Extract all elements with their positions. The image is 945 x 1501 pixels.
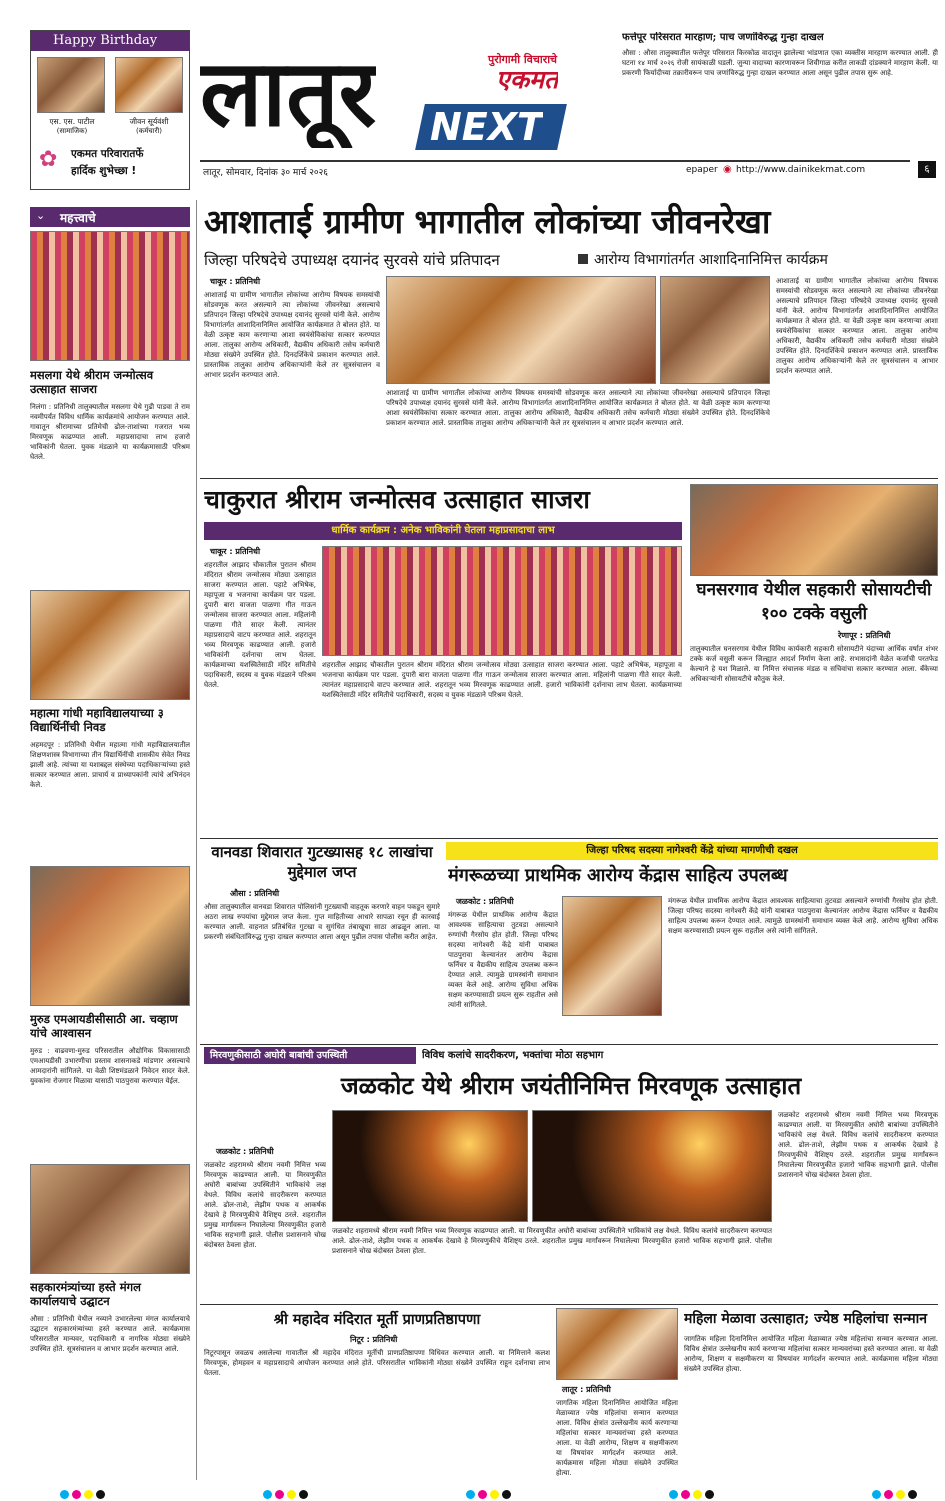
chevron-down-icon: ⌄ (36, 209, 46, 222)
mangrul-headline: मंगरूळच्या प्राथमिक आरोग्य केंद्रास साहित्य उपलब्ध (448, 865, 788, 886)
ghansargaon-body: तालुक्यातील घनसरगाव येथील विविध कार्यकारी सहकारी सोसायटीने यंदाच्या आर्थिक वर्षात शंभर टक्के कर्ज वसुली करून जिल्ह्यात आदर्श निर्माण केला आहे. सभासदांनी वेळेत कर्जाची परतफेड केल्याने हे यश मिळाले. या निमित्त संचालक मंडळ व सचिवांचा सत्कार करण्यात आला. बँकेच्या अधिकाऱ्यांनी सोसायटीचे कौतुक केले. (690, 645, 938, 683)
chakur-body-col2: शहरातील आझाद चौकातील पुरातन श्रीराम मंदिरात श्रीराम जन्मोत्सव मोठ्या उत्साहात साजरा करण्यात आला. पहाटे अभिषेक, महापूजा व भजनाचा कार्यक्रम पार पडला. दुपारी बारा वाजता पाळणा गीत गाऊन जन्मोत्सव साजरा करण्यात आला. महिलांनी पाळणा गीते सादर केली. त्यानंतर महाप्रसादाचे वाटप करण्यात आले. शहरातून भव्य मिरवणूक काढण्यात आली. हजारो भाविकांनी दर्शनाचा लाभ घेतला. कार्यक्रमाच्या यशस्वितेसाठी मंदिर समितीचे पदाधिकारी, सदस्य व युवक मंडळाने परिश्रम घेतले. (322, 661, 682, 699)
jalkot-strap1: मिरवणुकीसाठी अघोरी बाबांची उपस्थिती (204, 1047, 416, 1064)
mangrul-body-col1: मंगरूळ येथील प्राथमिक आरोग्य केंद्रात आवश्यक साहित्याचा तुटवडा असल्याने रुग्णांची गैरसोय होत होती. जिल्हा परिषद सदस्या नागेश्वरी केंद्रे यांनी याबाबत पाठपुरावा केल्यानंतर आरोग्य केंद्रास फर्निचर व वैद्यकीय साहित्य उपलब्ध करून देण्यात आले. त्यामुळे ग्रामस्थांनी समाधान व्यक्त केले आहे. आरोग्य सुविधा अधिक सक्षम करण्यासाठी प्रयत्न सुरू राहतील असे त्यांनी सांगितले. (448, 911, 558, 1009)
epaper-url[interactable]: http://www.dainikekmat.com (736, 165, 866, 175)
jalkot-strap2: विविध कलांचे सादरीकरण, भक्तांचा मोठा सहभाग (422, 1050, 604, 1061)
registration-mark (263, 1484, 311, 1496)
jalkot-byline: जळकोट : प्रतिनिधी (216, 1147, 274, 1156)
lead-byline: चाकूर : प्रतिनिधी (210, 277, 261, 286)
sidebar-header (30, 207, 190, 227)
mahadev-byline: निटूर : प्रतिनिधी (350, 1335, 398, 1344)
registration-mark (466, 1484, 514, 1496)
jalkot-body-col3: जळकोट शहरामध्ये श्रीराम नवमी निमित्त भव्य मिरवणूक काढण्यात आली. या मिरवणुकीत अघोरी बाबांच्या उपस्थितीने भाविकांचे लक्ष वेधले. विविध कलांचे सादरीकरण करण्यात आले. ढोल-ताशे, लेझीम पथक व आकर्षक देखावे हे मिरवणुकीचे वैशिष्ट्य ठरले. शहरातील प्रमुख मार्गांवरून निघालेल्या मिरवणुकीत हजारो भाविक सहभागी झाले. पोलीस प्रशासनाने चोख बंदोबस्त ठेवला होता. (778, 1111, 938, 1179)
ghansargaon-headline: घनसरगाव येथील सहकारी सोसायटीची १०० टक्के वसुली (696, 580, 932, 624)
person1-photo (37, 57, 105, 113)
brand-tagline: पुरोगामी विचाराचे (488, 53, 558, 66)
page-number: ६ (918, 161, 936, 178)
birthday-box (30, 30, 190, 190)
divider-4 (200, 1304, 938, 1305)
mahadev-body: निटूरपासून जवळच असलेल्या गावातील श्री महादेव मंदिरात मूर्तीची प्राणप्रतिष्ठापणा विधिवत करण्यात आली. या निमित्ताने कलश मिरवणूक, होमहवन व महाप्रसादाचे आयोजन करण्यात आले होते. परिसरातील भाविकांनी मोठ्या संख्येने उपस्थित राहून दर्शनाचा लाभ घेतला. (204, 1349, 550, 1377)
gutkha-body: औसा तालुक्यातील वानवडा शिवारात पोलिसांनी गुटख्याची वाहतूक करणारे वाहन पकडून सुमारे अठरा लाख रुपयांचा मुद्देमाल जप्त केला. गुप्त माहितीच्या आधारे सापळा रचून ही कारवाई करण्यात आली. वाहनात प्रतिबंधित गुटखा व सुगंधित तंबाखूचा साठा आढळून आला. या प्रकरणी संबंधितांविरुद्ध गुन्हा दाखल करण्यात आला असून पुढील तपास पोलीस करीत आहेत. (204, 903, 440, 941)
lead-photo-2 (660, 276, 770, 384)
sidebar-story1-headline: मसलगा येथे श्रीराम जन्मोत्सव उत्साहात साजरा (30, 368, 154, 396)
sidebar-story4-body: औसा : प्रतिनिधी येथील नव्याने उभारलेल्या मंगल कार्यालयाचे उद्घाटन सहकारमंत्र्यांच्या हस्ते करण्यात आले. कार्यक्रमास परिसरातील मान्यवर, पदाधिकारी व नागरिक मोठ्या संख्येने उपस्थित होते. सूत्रसंचालन व आभार प्रदर्शन करण्यात आले. (30, 1315, 190, 1353)
sidebar-photo-2 (30, 590, 190, 700)
square-bullet-icon (578, 254, 588, 264)
person1-name: एस. एस. पाटील (49, 117, 95, 126)
registration-mark (60, 1484, 108, 1496)
mahila-byline: लातूर : प्रतिनिधी (562, 1385, 611, 1394)
flower-icon: ✿ (39, 147, 58, 172)
chakur-photo (322, 546, 682, 656)
birthday-title: Happy Birthday (31, 31, 189, 51)
sidebar-story3-body: मुरुड : वाढवणा-मुरुड परिसरातील औद्योगिक विकासासाठी एमआयडीसी उभारणीचा प्रस्ताव शासनाकडे मांडणार असल्याचे आमदारांनी सांगितले. या वेळी शिष्टमंडळाने निवेदन सादर केले. युवकांना रोजगार मिळावा यासाठी पाठपुरावा करण्यात येईल. (30, 1047, 190, 1085)
mahila-headline: महिला मेळावा उत्साहात; ज्येष्ठ महिलांचा सन्मान (684, 1311, 928, 1327)
jalkot-body-col2: जळकोट शहरामध्ये श्रीराम नवमी निमित्त भव्य मिरवणूक काढण्यात आली. या मिरवणुकीत अघोरी बाबांच्या उपस्थितीने भाविकांचे लक्ष वेधले. विविध कलांचे सादरीकरण करण्यात आले. ढोल-ताशे, लेझीम पथक व आकर्षक देखावे हे मिरवणुकीचे वैशिष्ट्य ठरले. शहरातील प्रमुख मार्गांवरून निघालेल्या मिरवणुकीत हजारो भाविक सहभागी झाले. पोलीस प्रशासनाने चोख बंदोबस्त ठेवला होता. (332, 1227, 772, 1255)
sidebar-story4-headline: सहकारमंत्र्यांच्या हस्ते मंगल कार्यालयाचे उद्घाटन (30, 1280, 141, 1308)
brand-logo: एकमत (496, 65, 559, 94)
top-right-body: औसा : औसा तालुक्यातील फत्तेपूर परिसरात किरकोळ वादातून झालेल्या भांडणात एका व्यक्तीस मारहाण करण्यात आली. ही घटना १४ मार्च २०२६ रोजी सायंकाळी घडली. जुन्या वादाच्या कारणावरून शिवीगाळ करीत लाकडी दांडक्याने मारहाण केली. या प्रकरणी फिर्यादीच्या तक्रारीवरून पाच जणांविरुद्ध गुन्हा दाखल करण्यात आला असून पुढील तपास सुरू आहे. (622, 49, 938, 77)
sidebar-photo-1 (30, 231, 190, 361)
ghansargaon-byline: रेणापूर : प्रतिनिधी (838, 631, 891, 640)
mahadev-headline: श्री महादेव मंदिरात मूर्ती प्राणप्रतिष्ठापणा (273, 1311, 481, 1328)
greeting-line2: हार्दिक शुभेच्छा ! (71, 165, 137, 177)
lead-headline: आशाताई ग्रामीण भागातील लोकांच्या जीवनरेखा (204, 202, 771, 241)
divider-1 (200, 478, 938, 479)
globe-icon: ◉ (723, 164, 732, 175)
mangrul-photo (562, 896, 662, 1016)
chakur-headline: चाकुरात श्रीराम जन्मोत्सव उत्साहात साजरा (204, 485, 590, 514)
lead-body-col3: आशाताई या ग्रामीण भागातील लोकांच्या आरोग्य विषयक समस्यांची सोडवणूक करत असल्याने त्या लोकांच्या जीवनरेखा असल्याचे प्रतिपादन जिल्हा परिषदेचे उपाध्यक्ष दयानंद सुरवसे यांनी केले. आरोग्य विभागांतर्गत आशादिनानिमित्त आयोजित कार्यक्रमात ते बोलत होते. या वेळी उत्कृष्ट काम करणाऱ्या आशा स्वयंसेविकांचा सत्कार करण्यात आला. तालुका आरोग्य अधिकारी, वैद्यकीय अधिकारी तसेच कर्मचारी मोठ्या संख्येने उपस्थित होते. दिनदर्शिकेचे प्रकाशन करण्यात आले. प्रास्ताविक तालुका आरोग्य अधिकाऱ्यांनी केले तर सूत्रसंचालन व आभार प्रदर्शन करण्यात आले. (776, 277, 938, 375)
lead-body-col2: आशाताई या ग्रामीण भागातील लोकांच्या आरोग्य विषयक समस्यांची सोडवणूक करत असल्याने त्या लोकांच्या जीवनरेखा असल्याचे प्रतिपादन जिल्हा परिषदेचे उपाध्यक्ष दयानंद सुरवसे यांनी केले. आरोग्य विभागांतर्गत आशादिनानिमित्त आयोजित कार्यक्रमात ते बोलत होते. या वेळी उत्कृष्ट काम करणाऱ्या आशा स्वयंसेविकांचा सत्कार करण्यात आला. तालुका आरोग्य अधिकारी, वैद्यकीय अधिकारी तसेच कर्मचारी मोठ्या संख्येने उपस्थित होते. दिनदर्शिकेचे प्रकाशन करण्यात आले. प्रास्ताविक तालुका आरोग्य अधिकाऱ्यांनी केले तर सूत्रसंचालन व आभार प्रदर्शन करण्यात आले. (386, 389, 770, 427)
gutkha-headline: वानवडा शिवारात गुटख्यासह १८ लाखांचा मुद्देमाल जप्त (211, 843, 433, 881)
person2-role: (कर्मचारी) (136, 127, 162, 135)
sidebar-title: महत्त्वाचे (60, 211, 96, 225)
jalkot-body-col1: जळकोट शहरामध्ये श्रीराम नवमी निमित्त भव्य मिरवणूक काढण्यात आली. या मिरवणुकीत अघोरी बाबांच्या उपस्थितीने भाविकांचे लक्ष वेधले. विविध कलांचे सादरीकरण करण्यात आले. ढोल-ताशे, लेझीम पथक व आकर्षक देखावे हे मिरवणुकीचे वैशिष्ट्य ठरले. शहरातील प्रमुख मार्गांवरून निघालेल्या मिरवणुकीत हजारो भाविक सहभागी झाले. पोलीस प्रशासनाने चोख बंदोबस्त ठेवला होता. (204, 1161, 326, 1249)
person2-photo (115, 57, 183, 113)
chakur-body-col1: शहरातील आझाद चौकातील पुरातन श्रीराम मंदिरात श्रीराम जन्मोत्सव मोठ्या उत्साहात साजरा करण्यात आला. पहाटे अभिषेक, महापूजा व भजनाचा कार्यक्रम पार पडला. दुपारी बारा वाजता पाळणा गीत गाऊन जन्मोत्सव साजरा करण्यात आला. महिलांनी पाळणा गीते सादर केली. त्यानंतर महाप्रसादाचे वाटप करण्यात आले. शहरातून भव्य मिरवणूक काढण्यात आली. हजारो भाविकांनी दर्शनाचा लाभ घेतला. कार्यक्रमाच्या यशस्वितेसाठी मंदिर समितीचे पदाधिकारी, सदस्य व युवक मंडळाने परिश्रम घेतले. (204, 561, 316, 689)
chakur-byline: चाकूर : प्रतिनिधी (210, 547, 261, 556)
dateline: लातूर, सोमवार, दिनांक ३० मार्च २०२६ (203, 168, 328, 178)
sidebar-photo-3 (30, 866, 190, 1006)
mangrul-banner: जिल्हा परिषद सदस्या नागेश्वरी केंद्रे यांच्या मागणीची दखल (446, 842, 938, 860)
mangrul-body-col2: मंगरूळ येथील प्राथमिक आरोग्य केंद्रात आवश्यक साहित्याचा तुटवडा असल्याने रुग्णांची गैरसोय होत होती. जिल्हा परिषद सदस्या नागेश्वरी केंद्रे यांनी याबाबत पाठपुरावा केल्यानंतर आरोग्य केंद्रास फर्निचर व वैद्यकीय साहित्य उपलब्ध करून देण्यात आले. त्यामुळे ग्रामस्थांनी समाधान व्यक्त केले आहे. आरोग्य सुविधा अधिक सक्षम करण्यासाठी प्रयत्न सुरू राहतील असे त्यांनी सांगितले. (668, 897, 938, 935)
sidebar-story1-body: निलंगा : प्रतिनिधी तालुक्यातील मसलगा येथे गुढी पाडवा ते राम नवमीपर्यंत विविध धार्मिक कार्यक्रमांचे आयोजन करण्यात आले. गावातून श्रीरामाच्या प्रतिमेची ढोल-ताशांच्या गजरात भव्य मिरवणूक काढण्यात आली. महाप्रसादाचा लाभ हजारो भाविकांनी घेतला. युवक मंडळाने या कार्यक्रमासाठी परिश्रम घेतले. (30, 403, 190, 461)
top-right-headline: फत्तेपूर परिसरात मारहाण; पाच जणांविरुद्ध गुन्हा दाखल (622, 32, 824, 43)
greeting-line1: एकमत परिवारातर्फे (71, 148, 144, 160)
mangrul-byline: जळकोट : प्रतिनिधी (456, 897, 514, 906)
mahila-body-col1: जागतिक महिला दिनानिमित्त आयोजित महिला मेळाव्यात ज्येष्ठ महिलांचा सन्मान करण्यात आला. विविध क्षेत्रांत उल्लेखनीय कार्य करणाऱ्या महिलांचा सत्कार मान्यवरांच्या हस्ते करण्यात आला. या वेळी आरोग्य, शिक्षण व सक्षमीकरण या विषयांवर मार्गदर्शन करण्यात आले. कार्यक्रमास महिला मोठ्या संख्येने उपस्थित होत्या. (556, 1399, 678, 1476)
sidebar-divider (196, 200, 197, 1480)
jalkot-photo-1 (332, 1110, 528, 1222)
sidebar-photo-4 (30, 1164, 190, 1274)
mahila-body-col2: जागतिक महिला दिनानिमित्त आयोजित महिला मेळाव्यात ज्येष्ठ महिलांचा सन्मान करण्यात आला. विविध क्षेत्रांत उल्लेखनीय कार्य करणाऱ्या महिलांचा सत्कार मान्यवरांच्या हस्ते करण्यात आला. या वेळी आरोग्य, शिक्षण व सक्षमीकरण या विषयांवर मार्गदर्शन करण्यात आले. कार्यक्रमास महिला मोठ्या संख्येने उपस्थित होत्या. (684, 1335, 938, 1373)
divider-2 (200, 838, 938, 839)
divider-3 (200, 1044, 938, 1045)
registration-mark (872, 1484, 920, 1496)
masthead-title: लातूर (200, 39, 377, 147)
jalkot-photo-2 (532, 1110, 772, 1222)
sidebar-story2-headline: महात्मा गांधी महाविद्यालयाच्या ३ विद्यार्थिनींची निवड (30, 706, 164, 734)
lead-subhead: जिल्हा परिषदेचे उपाध्यक्ष दयानंद सुरवसे यांचे प्रतिपादन (204, 251, 500, 269)
person1-role: (सामाजिक) (56, 127, 88, 135)
lead-body-col1: आशाताई या ग्रामीण भागातील लोकांच्या आरोग्य विषयक समस्यांची सोडवणूक करत असल्याने त्या लोकांच्या जीवनरेखा असल्याचे प्रतिपादन जिल्हा परिषदेचे उपाध्यक्ष दयानंद सुरवसे यांनी केले. आरोग्य विभागांतर्गत आशादिनानिमित्त आयोजित कार्यक्रमात ते बोलत होते. या वेळी उत्कृष्ट काम करणाऱ्या आशा स्वयंसेविकांचा सत्कार करण्यात आला. तालुका आरोग्य अधिकारी, वैद्यकीय अधिकारी तसेच कर्मचारी मोठ्या संख्येने उपस्थित होते. दिनदर्शिकेचे प्रकाशन करण्यात आले. प्रास्ताविक तालुका आरोग्य अधिकाऱ्यांनी केले तर सूत्रसंचालन व आभार प्रदर्शन करण्यात आले. (204, 291, 380, 379)
mahila-photo (556, 1308, 678, 1380)
registration-mark (669, 1484, 717, 1496)
dateline-rule (200, 160, 910, 162)
epaper-label: epaper (686, 165, 718, 175)
chakur-strap: धार्मिक कार्यक्रम : अनेक भाविकांनी घेतला महाप्रसादाचा लाभ (204, 522, 682, 540)
next-logo: NEXT (430, 105, 543, 149)
lead-photo-1 (386, 276, 656, 384)
ghansargaon-photo (690, 484, 938, 576)
person2-name: जीवन सूर्यवंशी (129, 117, 169, 126)
lead-tag: आरोग्य विभागांतर्गत आशादिनानिमित्त कार्यक्रम (594, 252, 828, 268)
gutkha-byline: औसा : प्रतिनिधी (230, 889, 280, 898)
sidebar-story2-body: अहमदपूर : प्रतिनिधी येथील महात्मा गांधी महाविद्यालयातील शिक्षणशास्त्र विभागाच्या तीन विद्यार्थिनींची शासकीय सेवेत निवड झाली आहे. त्यांच्या या यशाबद्दल संस्थेच्या पदाधिकाऱ्यांच्या हस्ते सत्कार करण्यात आला. प्राचार्य व प्राध्यापकांनी त्यांचे अभिनंदन केले. (30, 741, 190, 789)
sidebar-story3-headline: मुरुड एमआयडीसीसाठी आ. चव्हाण यांचे आश्वासन (30, 1012, 178, 1040)
jalkot-headline: जळकोट येथे श्रीराम जयंतीनिमित्त मिरवणूक उत्साहात (340, 1071, 802, 1100)
color-registration-marks (60, 1484, 920, 1496)
